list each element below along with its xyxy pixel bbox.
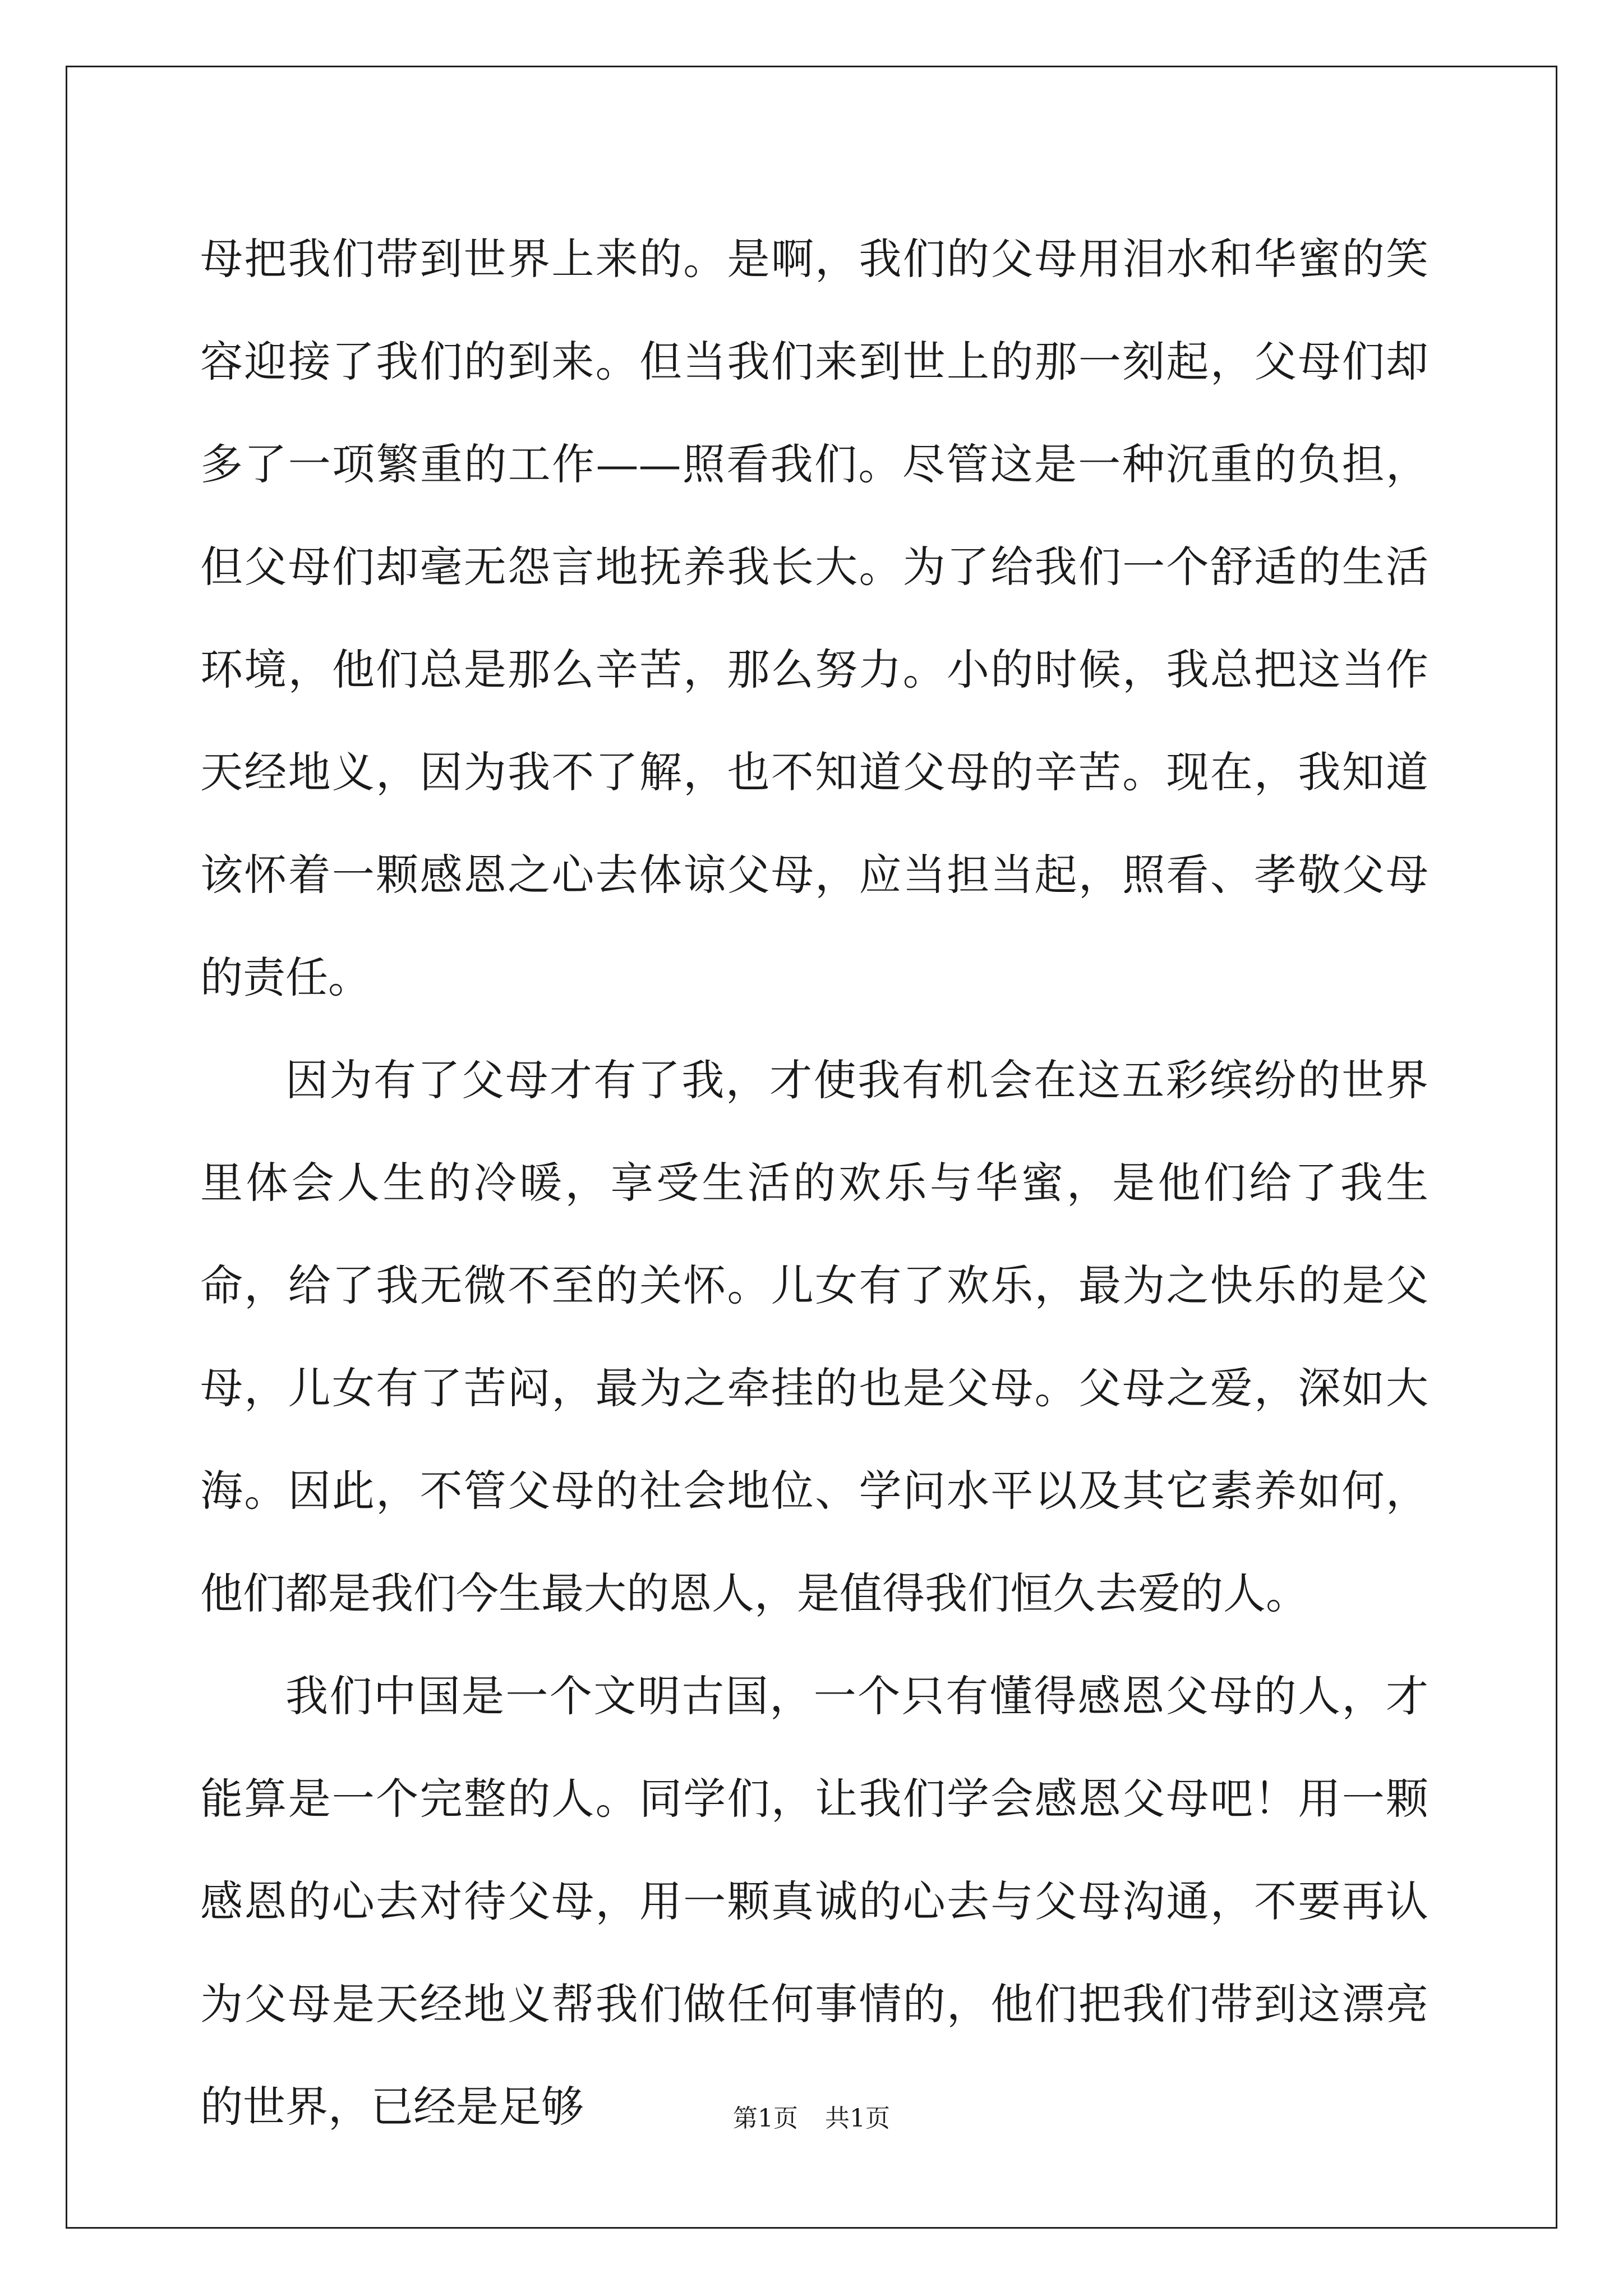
document-body	[200, 208, 1428, 2158]
paragraph-1: 母把我们带到世界上来的。是啊，我们的父母用泪水和华蜜的笑容迎接了我们的到来。但当我们来到世上的那一刻起，父母们却多了一项繁重的工作——照看我们。尽管这是一种沉重的负担，但父母们却毫无怨言地抚养我长大。为了给我们一个舒适的生活环境，他们总是那么辛苦，那么努力。小的时候，我总把这当作天经地义，因为我不了解，也不知道父母的辛苦。现在，我知道该怀着一颗感恩之心去体谅父母，应当担当起，照看、孝敬父母的责任。	[200, 234, 1428, 1002]
paragraph-3: 我们中国是一个文明古国，一个只有懂得感恩父母的人，才能算是一个完整的人。同学们，让我们学会感恩父母吧！用一颗感恩的心去对待父母，用一颗真诚的心去与父母沟通，不要再认为父母是天经地义帮我们做任何事情的，他们把我们带到这漂亮的世界，已经是足够	[200, 1671, 1428, 2132]
paragraph-2: 因为有了父母才有了我，才使我有机会在这五彩缤纷的世界里体会人生的冷暖，享受生活的欢乐与华蜜，是他们给了我生命，给了我无微不至的关怀。儿女有了欢乐，最为之快乐的是父母，儿女有了苦闷，最为之牵挂的也是父母。父母之爱，深如大海。因此，不管父母的社会地位、学问水平以及其它素养如何，他们都是我们今生最大的恩人，是值得我们恒久去爱的人。	[200, 1055, 1428, 1618]
page-number-current: 第1页	[733, 2104, 798, 2133]
page-footer	[0, 2098, 1623, 2134]
page-number-total: 共1页	[825, 2104, 890, 2133]
